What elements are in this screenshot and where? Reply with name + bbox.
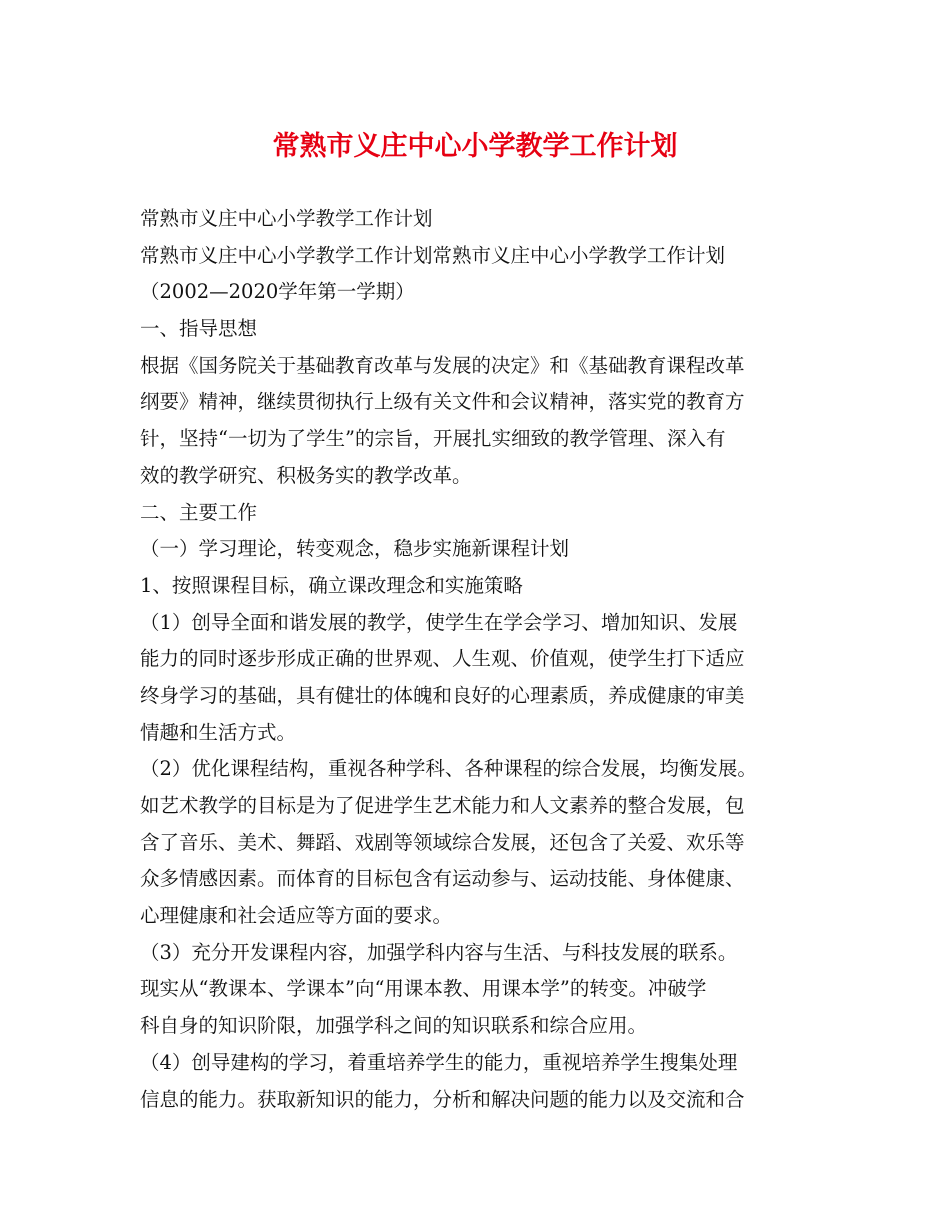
subsection-heading: （一）学习理论，转变观念，稳步实施新课程计划: [140, 537, 570, 561]
text-line: 现实从“教课本、学课本”向“用课本教、用课本学”的转变。冲破学: [140, 977, 707, 1001]
document-body: [140, 201, 830, 1118]
text-line: 根据《国务院关于基础教育改革与发展的决定》和《基础教育课程改革: [140, 353, 745, 377]
text-line: 含了音乐、美术、舞蹈、戏剧等领域综合发展，还包含了关爱、欢乐等: [140, 830, 745, 854]
text-line: 1、按照课程目标，确立课改理念和实施策略: [140, 573, 523, 597]
text-line: 情趣和生活方式。: [140, 720, 297, 744]
document-title: 常熟市义庄中心小学教学工作计划: [272, 131, 678, 162]
text-line: （3）充分开发课程内容，加强学科内容与生活、与科技发展的联系。: [140, 940, 738, 964]
text-line: 能力的同时逐步形成正确的世界观、人生观、价值观，使学生打下适应: [140, 647, 745, 671]
text-line: 常熟市义庄中心小学教学工作计划: [140, 207, 433, 230]
text-line: 效的教学研究、积极务实的教学改革。: [140, 463, 472, 487]
text-line: 如艺术教学的目标是为了促进学生艺术能力和人文素养的整合发展，包: [140, 794, 745, 817]
text-line: 信息的能力。获取新知识的能力，分析和解决问题的能力以及交流和合: [140, 1087, 745, 1111]
text-line: （2）优化课程结构，重视各种学科、各种课程的综合发展，均衡发展。: [140, 757, 757, 781]
text-line: 科自身的知识阶限，加强学科之间的知识联系和综合应用。: [140, 1014, 648, 1038]
text-line: （4）创导建构的学习，着重培养学生的能力，重视培养学生搜集处理: [140, 1050, 738, 1074]
text-line: 针，坚持“一切为了学生”的宗旨，开展扎实细致的教学管理、深入有: [140, 427, 726, 451]
text-line: （2002—2020学年第一学期）: [140, 280, 415, 304]
text-line: 纲要》精神，继续贯彻执行上级有关文件和会议精神，落实党的教育方: [140, 390, 745, 414]
text-line: 常熟市义庄中心小学教学工作计划常熟市义庄中心小学教学工作计划: [140, 243, 726, 267]
text-line: 众多情感因素。而体育的目标包含有运动参与、运动技能、身体健康、: [140, 867, 745, 891]
text-line: 心理健康和社会适应等方面的要求。: [140, 904, 453, 928]
text-line: 终身学习的基础，具有健壮的体魄和良好的心理素质，养成健康的审美: [140, 683, 745, 707]
section-heading: 二、主要工作: [140, 500, 258, 524]
text-line: （1）创导全面和谐发展的教学，使学生在学会学习、增加知识、发展: [140, 610, 738, 634]
section-heading: 一、指导思想: [140, 317, 258, 341]
